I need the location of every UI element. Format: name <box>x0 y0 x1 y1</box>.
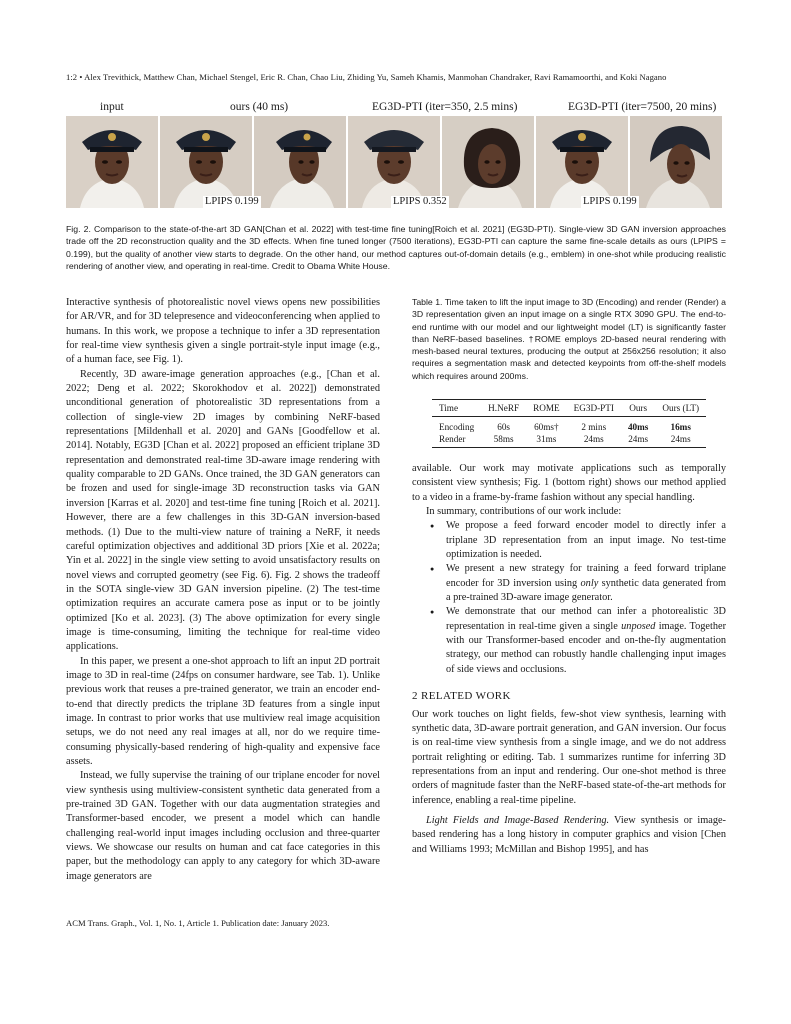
intro-paragraph-1: Interactive synthesis of photorealistic novel views opens new possibilities for AR/VR, and for 3D telepresence and videoconferencing when applied to humans. In this work, we propose a technique to infer a 3D representation for real-time view synthesis given a single portrait-style input image (e.g., of a human face, see Fig. 1). <box>66 297 380 366</box>
figure-panel-eg3d-7500-front <box>536 116 628 208</box>
table-cell: 24ms <box>621 433 655 448</box>
table-header-row <box>432 400 706 417</box>
section-heading: 2 RELATED WORK <box>412 690 511 703</box>
list-item <box>412 605 726 677</box>
table-cell-bold: 40ms <box>627 421 649 432</box>
table-header-cell: ROME <box>526 400 567 417</box>
emphasis: only <box>580 577 599 589</box>
emphasis: unposed <box>621 620 656 632</box>
table-wrapper <box>412 399 726 448</box>
table-row <box>432 433 706 448</box>
table-cell: Render <box>432 433 481 448</box>
right-column-text <box>412 462 726 857</box>
table-cell-bold: 16ms <box>670 421 691 432</box>
table-header-cell: Ours (LT) <box>655 400 706 417</box>
lpips-ours: LPIPS 0.199 <box>205 196 259 207</box>
light-fields-paragraph <box>412 814 726 857</box>
lpips-eg3d-7500: LPIPS 0.199 <box>583 196 637 207</box>
label-eg3d-350: EG3D-PTI (iter=350, 2.5 mins) <box>372 101 518 113</box>
label-ours: ours (40 ms) <box>230 101 289 113</box>
contrib-intro-paragraph: available. Our work may motivate applications such as temporally consistent view synthesis; Fig. 1 (bottom right) shows our method applied to a video in a frame-by-frame fashion without any special handling. <box>412 463 726 503</box>
intro-paragraph-2: Recently, 3D aware-image generation approaches (e.g., [Chan et al. 2022; Deng et al. 2022; Skorokhodov et al. 2022]) demonstrated unconditional generation of photorealistic 3D representations from a collection of single-view 2D images by combining NeRF-based representations [Mildenhall et al. 2020] and GANs [Goodfellow et al. 2014]. Notably, EG3D [Chan et al. 2022] proposed an efficient triplane 3D representation and demonstrated real-time 3D-aware image rendering with quality comparable to 2D GANs. Once trained, the 3D GAN generators can be frozen and used for single-image 3D reconstruction tasks via GAN inversion [Karras et al. 2020] and test-time fine tuning [Roich et al. 2021]. However, there are a few challenges in this 3D-GAN inversion-based methods. (1) Due to the multi-view nature of training a NeRF, it needs careful optimization objectives and additional 3D priors [Xie et al. 2022a; Yin et al. 2022] in the single view setting to avoid unsatisfactory results on novel views and corrupted geometry (see Fig. 6). Fig. 2 shows the tradeoff in the SOTA single-view 3D GAN inversion pipeline. (2) The test-time optimization requires an accurate camera pose as input or to be jointly optimized [Ko et al. 2023]. (3) The above optimization for every single image is time-consuming, limiting the technique for real-time video applications. <box>66 368 380 653</box>
table-cell <box>621 421 655 433</box>
figure-panel-eg3d-350-side <box>442 116 534 208</box>
running-header: 1:2 • Alex Trevithick, Matthew Chan, Michael Stengel, Eric R. Chan, Chao Liu, Zhiding Yu, Sameh Khamis, Manmohan Chandraker, Ravi Ramamoorthi, and Koki Nagano <box>66 72 667 82</box>
table-header-cell: Time <box>432 400 481 417</box>
list-item-text: We present a new strategy for training a feed forward triplane encoder for 3D inversion using only synthetic data generated from a pre-trained 3D-aware image generator. <box>446 563 726 604</box>
table-caption: Table 1. Time taken to lift the input image to 3D (Encoding) and render (Render) a 3D representation given an input image on a single RTX 3090 GPU. The end-to-end runtime with our model and our lightweight model (LT) is significantly faster than NeRF-based baselines. †ROME employs 2D-based neural rendering with mesh-based neural textures, producing the output at 256x256 resolution; it also requires a segmentation mask and detected keypoints from off-the-shelf models which requires around 200ms. <box>412 297 726 381</box>
figure-panel-ours-side <box>254 116 346 208</box>
list-item: ● We propose a feed forward encoder model to directly infer a triplane 3D representation from an input image. No test-time optimization is needed. <box>412 519 726 562</box>
table-cell: 60s <box>497 421 510 432</box>
table-cell <box>655 421 706 433</box>
figure-panel-input <box>66 116 158 208</box>
table-cell: 58ms <box>481 433 526 448</box>
table-cell: Encoding <box>438 421 475 432</box>
table-cell: 2 mins <box>581 421 607 432</box>
figure-panel-eg3d-7500-side <box>630 116 722 208</box>
contribution-list <box>412 519 726 677</box>
paragraph-title: Light Fields and Image-Based Rendering. <box>426 814 610 826</box>
table-cell: 31ms <box>526 433 567 448</box>
label-eg3d-7500: EG3D-PTI (iter=7500, 20 mins) <box>568 101 717 113</box>
figure-caption: Fig. 2. Comparison to the state-of-the-art 3D GAN[Chan et al. 2022] with test-time fine tuning[Roich et al. 2021] (EG3D-PTI). Single-view 3D GAN inversion approaches trade off the 2D reconstruction quality and the 3D effects. When fine tuned longer (7500 iterations), EG3D-PTI can capture the same fine-scale details as ours (LPIPS = 0.199), but the quality of another view starts to degrade. On the other hand, our method captures out-of-domain details (e.g., emblem) in one-shot while producing realistic rendering of another view, and operating in real-time. Credit to Obama White House. <box>66 224 726 271</box>
lpips-eg3d-350: LPIPS 0.352 <box>393 196 447 207</box>
table-header-cell: Ours <box>621 400 655 417</box>
page-footer: ACM Trans. Graph., Vol. 1, No. 1, Article 1. Publication date: January 2023. <box>66 918 330 928</box>
list-item-text: We demonstrate that our method can infer a photorealistic 3D representation in real-time given a single unposed image. Together with our Transformer-based encoder and on-the-fly augmentation strategy, our method can robustly handle challenging input images of side views and occlusions. <box>446 606 726 675</box>
table-row <box>432 421 706 433</box>
figure-image-row <box>66 116 726 208</box>
runtime-table <box>432 399 706 448</box>
left-column <box>66 296 380 884</box>
table-cell: 24ms <box>567 433 621 448</box>
table-cell: 24ms <box>655 433 706 448</box>
table-cell: 60ms† <box>534 421 559 432</box>
figure-panel-eg3d-350-front <box>348 116 440 208</box>
intro-paragraph-3: In this paper, we present a one-shot approach to lift an input 2D portrait image to 3D in real-time (24fps on consumer hardware, see Tab. 1). Unlike previous work that reuses a pre-trained generator, we train an encoder end-to-end that directly predicts the triplane 3D features from a single input image. In contrast to prior works that use multiview real image acquisition setups, we do not need any real images at all, nor do we require time-consuming physically-based rendering of high-quality and expensive face assets. <box>66 655 380 767</box>
contrib-lead: In summary, contributions of our work include: <box>426 506 622 518</box>
right-column <box>412 296 726 448</box>
table-header-cell: H.NeRF <box>481 400 526 417</box>
figure-panel-ours-front <box>160 116 252 208</box>
related-work-paragraph: Our work touches on light fields, few-shot view synthesis, learning with synthetic data, 3D-aware portrait generation, and GAN inversion. Our focus is on real-time view synthesis from a single image, and we do not address portrait relighting or editing. Tab. 1 summarizes runtime for inferring 3D representations from an input and rendering. Our one-shot method is three orders of magnitude faster than the NeRF-based state-of-the-art methods for inference, enabling a real-time pipeline. <box>412 708 726 806</box>
label-input: input <box>100 101 124 113</box>
list-item <box>412 562 726 605</box>
intro-paragraph-4: Instead, we fully supervise the training of our triplane encoder for novel view synthesis using multiview-consistent synthetic data generated from a pre-trained 3D GAN. Together with our data augmentation strategies and Transformer-based encoder, we present a model which can handle challenging real-world input images including occlusion and three-quarter views. We showcase our results on human and cat face categories in this paper, but the methodology can apply to any category for which 3D-aware image generators are <box>66 770 380 882</box>
table-header-cell: EG3D-PTI <box>567 400 621 417</box>
paragraph-body: View synthesis or image-based rendering has a long history in computer graphics and vision [Chen and Williams 1993; McMillan and Bishop 1995], and has <box>412 814 726 855</box>
